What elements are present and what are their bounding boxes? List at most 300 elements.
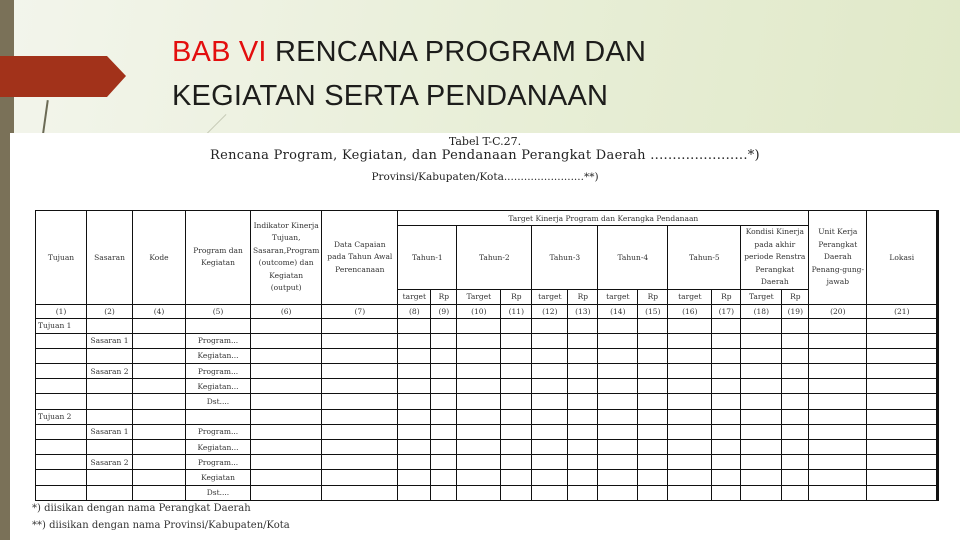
table-cell xyxy=(431,364,457,379)
table-cell xyxy=(431,485,457,500)
table-cell xyxy=(398,379,431,394)
table-cell xyxy=(532,348,568,363)
table-cell xyxy=(532,440,568,455)
table-cell xyxy=(133,485,186,500)
cell-program: Kegiatan xyxy=(186,470,251,485)
sub-header: Rp xyxy=(431,289,457,304)
cell-tujuan xyxy=(36,379,87,394)
header-lokasi: Lokasi xyxy=(867,211,938,305)
table-cell xyxy=(598,470,638,485)
table-cell xyxy=(501,455,532,470)
table-cell xyxy=(638,440,668,455)
table-cell xyxy=(431,455,457,470)
table-cell xyxy=(782,394,809,409)
table-cell xyxy=(638,364,668,379)
cell-tujuan xyxy=(36,470,87,485)
table-row xyxy=(36,394,938,409)
table-cell xyxy=(501,470,532,485)
table-cell xyxy=(598,364,638,379)
table-cell xyxy=(867,409,938,424)
table-cell xyxy=(322,409,398,424)
table-cell xyxy=(501,409,532,424)
table-cell xyxy=(568,470,598,485)
table-cell xyxy=(398,409,431,424)
table-cell xyxy=(322,348,398,363)
table-cell xyxy=(532,394,568,409)
table-cell xyxy=(457,485,501,500)
table-cell xyxy=(457,379,501,394)
program-table xyxy=(35,210,939,501)
table-cell xyxy=(712,455,741,470)
table-cell xyxy=(867,348,938,363)
table-cell xyxy=(741,409,782,424)
cell-sasaran: Sasaran 1 xyxy=(87,424,133,439)
column-number: (6) xyxy=(251,304,322,318)
table-row xyxy=(36,348,938,363)
table-cell xyxy=(638,424,668,439)
column-number: (10) xyxy=(457,304,501,318)
table-cell xyxy=(638,318,668,333)
footnote-1: *) diisikan dengan nama Perangkat Daerah xyxy=(32,503,251,514)
table-cell xyxy=(322,318,398,333)
column-number: (5) xyxy=(186,304,251,318)
table-cell xyxy=(501,424,532,439)
table-cell xyxy=(501,364,532,379)
table-cell xyxy=(322,333,398,348)
table-cell xyxy=(809,379,867,394)
table-row xyxy=(36,424,938,439)
table-cell xyxy=(532,485,568,500)
table-cell xyxy=(501,440,532,455)
table-cell xyxy=(638,394,668,409)
cell-tujuan xyxy=(36,394,87,409)
cell-program: Program... xyxy=(186,333,251,348)
table-cell xyxy=(867,364,938,379)
table-cell xyxy=(668,455,712,470)
header-kode: Kode xyxy=(133,211,186,305)
table-cell xyxy=(782,485,809,500)
table-cell xyxy=(322,455,398,470)
column-number: (14) xyxy=(598,304,638,318)
table-cell xyxy=(712,333,741,348)
table-cell xyxy=(712,318,741,333)
table-cell xyxy=(741,364,782,379)
table-cell xyxy=(598,379,638,394)
table-cell xyxy=(867,440,938,455)
cell-sasaran xyxy=(87,440,133,455)
table-row xyxy=(36,379,938,394)
table-cell xyxy=(457,455,501,470)
table-cell xyxy=(568,318,598,333)
cell-program: Dst.... xyxy=(186,394,251,409)
table-cell xyxy=(251,424,322,439)
table-cell xyxy=(712,424,741,439)
table-cell xyxy=(741,318,782,333)
column-number: (9) xyxy=(431,304,457,318)
table-cell xyxy=(568,379,598,394)
column-number: (4) xyxy=(133,304,186,318)
header-tahun-1: Tahun-1 xyxy=(398,226,457,290)
table-cell xyxy=(782,318,809,333)
table-cell xyxy=(598,409,638,424)
cell-program: Program... xyxy=(186,455,251,470)
cell-tujuan xyxy=(36,455,87,470)
table-cell xyxy=(782,333,809,348)
table-cell xyxy=(668,364,712,379)
table-cell xyxy=(133,333,186,348)
table-cell xyxy=(322,424,398,439)
column-number: (1) xyxy=(36,304,87,318)
table-cell xyxy=(133,364,186,379)
table-cell xyxy=(712,470,741,485)
cell-sasaran xyxy=(87,394,133,409)
table-cell xyxy=(568,455,598,470)
table-cell xyxy=(867,318,938,333)
header-data-capaian: Data Capaian pada Tahun Awal Perencanaan xyxy=(322,211,398,305)
title-line-2: KEGIATAN SERTA PENDANAAN xyxy=(172,80,609,112)
table-cell xyxy=(712,409,741,424)
header-tahun-4: Tahun-4 xyxy=(598,226,668,290)
table-cell xyxy=(398,485,431,500)
table-cell xyxy=(457,364,501,379)
arrow-shape-decoration xyxy=(0,56,126,97)
table-cell xyxy=(598,348,638,363)
table-cell xyxy=(668,485,712,500)
table-cell xyxy=(251,485,322,500)
table-cell xyxy=(809,470,867,485)
header-target-group: Target Kinerja Program dan Kerangka Pendanaan xyxy=(398,211,809,226)
table-cell xyxy=(782,470,809,485)
table-cell xyxy=(782,364,809,379)
table-cell xyxy=(251,394,322,409)
cell-tujuan xyxy=(36,440,87,455)
cell-tujuan: Tujuan 2 xyxy=(36,409,87,424)
table-cell xyxy=(501,394,532,409)
sub-header: Rp xyxy=(638,289,668,304)
table-row xyxy=(36,440,938,455)
table-cell xyxy=(251,455,322,470)
header-unit-kerja: Unit Kerja Perangkat Daerah Penang-gung-jawab xyxy=(809,211,867,305)
table-cell xyxy=(457,424,501,439)
table-cell xyxy=(741,424,782,439)
table-cell xyxy=(568,409,598,424)
cell-program xyxy=(186,409,251,424)
table-cell xyxy=(741,379,782,394)
table-cell xyxy=(782,409,809,424)
table-cell xyxy=(457,394,501,409)
footnote-2: **) diisikan dengan nama Provinsi/Kabupaten/Kota xyxy=(32,520,290,531)
table-cell xyxy=(398,470,431,485)
table-cell xyxy=(568,424,598,439)
table-cell xyxy=(598,333,638,348)
cell-tujuan xyxy=(36,333,87,348)
table-cell xyxy=(457,409,501,424)
table-cell xyxy=(668,318,712,333)
table-cell xyxy=(133,440,186,455)
table-cell xyxy=(133,409,186,424)
table-cell xyxy=(457,333,501,348)
table-cell xyxy=(251,318,322,333)
table-cell xyxy=(867,455,938,470)
table-cell xyxy=(809,318,867,333)
table-cell xyxy=(712,348,741,363)
column-number: (7) xyxy=(322,304,398,318)
sub-header: Rp xyxy=(712,289,741,304)
title-line-1 xyxy=(172,30,646,74)
column-number: (2) xyxy=(87,304,133,318)
sub-header: Target xyxy=(741,289,782,304)
table-cell xyxy=(712,394,741,409)
table-cell xyxy=(782,379,809,394)
table-cell xyxy=(782,424,809,439)
column-number: (12) xyxy=(532,304,568,318)
sub-header: target xyxy=(398,289,431,304)
table-cell xyxy=(322,379,398,394)
table-cell xyxy=(532,318,568,333)
sub-header: target xyxy=(668,289,712,304)
table-cell xyxy=(133,455,186,470)
table-subtitle: Provinsi/Kabupaten/Kota........................**) xyxy=(371,171,599,183)
table-cell xyxy=(532,470,568,485)
table-cell xyxy=(568,485,598,500)
slide-title xyxy=(172,30,646,118)
table-cell xyxy=(668,409,712,424)
table-cell xyxy=(668,424,712,439)
table-cell xyxy=(431,424,457,439)
sub-header: Rp xyxy=(782,289,809,304)
table-cell xyxy=(809,485,867,500)
table-cell xyxy=(398,394,431,409)
table-cell xyxy=(251,333,322,348)
table-cell xyxy=(668,379,712,394)
cell-program xyxy=(186,318,251,333)
table-cell xyxy=(741,455,782,470)
cell-program: Program... xyxy=(186,424,251,439)
table-cell xyxy=(598,485,638,500)
table-cell xyxy=(809,333,867,348)
table-number: Tabel T-C.27. xyxy=(448,135,522,148)
title-prefix: BAB VI xyxy=(172,36,267,68)
cell-tujuan xyxy=(36,364,87,379)
table-cell xyxy=(638,485,668,500)
table-cell xyxy=(782,348,809,363)
table-cell xyxy=(251,364,322,379)
table-cell xyxy=(501,348,532,363)
table-cell xyxy=(598,424,638,439)
table-cell xyxy=(133,470,186,485)
column-number: (8) xyxy=(398,304,431,318)
table-cell xyxy=(431,333,457,348)
column-number-row xyxy=(36,304,938,318)
table-row xyxy=(36,318,938,333)
table-cell xyxy=(867,485,938,500)
table-cell xyxy=(431,318,457,333)
column-number: (16) xyxy=(668,304,712,318)
cell-sasaran xyxy=(87,318,133,333)
table-cell xyxy=(568,348,598,363)
cell-program: Kegiatan... xyxy=(186,440,251,455)
header-indikator: Indikator Kinerja Tujuan, Sasaran,Program (outcome) dan Kegiatan (output) xyxy=(251,211,322,305)
table-cell xyxy=(322,485,398,500)
cell-sasaran xyxy=(87,470,133,485)
table-cell xyxy=(668,440,712,455)
table-cell xyxy=(398,364,431,379)
cell-sasaran xyxy=(87,348,133,363)
table-title: Rencana Program, Kegiatan, dan Pendanaan Perangkat Daerah ......................*) xyxy=(210,148,760,163)
table-cell xyxy=(251,470,322,485)
table-cell xyxy=(457,440,501,455)
table-cell xyxy=(501,485,532,500)
table-cell xyxy=(668,470,712,485)
table-row xyxy=(36,333,938,348)
column-number: (11) xyxy=(501,304,532,318)
header-kondisi: Kondisi Kinerja pada akhir periode Renstra Perangkat Daerah xyxy=(741,226,809,290)
title-rest: RENCANA PROGRAM DAN xyxy=(274,36,647,68)
sub-header: Rp xyxy=(568,289,598,304)
table-cell xyxy=(398,455,431,470)
table-cell xyxy=(457,470,501,485)
cell-tujuan xyxy=(36,424,87,439)
table-cell xyxy=(867,394,938,409)
table-cell xyxy=(532,379,568,394)
table-cell xyxy=(809,440,867,455)
table-cell xyxy=(251,409,322,424)
table-cell xyxy=(741,348,782,363)
table-cell xyxy=(532,409,568,424)
column-number: (17) xyxy=(712,304,741,318)
cell-sasaran: Sasaran 1 xyxy=(87,333,133,348)
table-row xyxy=(36,364,938,379)
table-cell xyxy=(322,470,398,485)
header-tujuan: Tujuan xyxy=(36,211,87,305)
table-cell xyxy=(251,440,322,455)
table-cell xyxy=(741,394,782,409)
table-cell xyxy=(398,333,431,348)
table-cell xyxy=(598,455,638,470)
table-cell xyxy=(568,394,598,409)
table-cell xyxy=(133,394,186,409)
table-cell xyxy=(867,470,938,485)
table-row xyxy=(36,409,938,424)
header-sasaran: Sasaran xyxy=(87,211,133,305)
column-number: (13) xyxy=(568,304,598,318)
column-number: (20) xyxy=(809,304,867,318)
sub-header: Rp xyxy=(501,289,532,304)
table-row xyxy=(36,455,938,470)
cell-tujuan xyxy=(36,348,87,363)
cell-sasaran xyxy=(87,379,133,394)
table-cell xyxy=(532,455,568,470)
table-cell xyxy=(322,394,398,409)
table-cell xyxy=(712,485,741,500)
table-cell xyxy=(501,318,532,333)
table-cell xyxy=(532,333,568,348)
table-row xyxy=(36,470,938,485)
table-cell xyxy=(532,364,568,379)
table-cell xyxy=(133,424,186,439)
table-cell xyxy=(251,348,322,363)
table-cell xyxy=(598,318,638,333)
table-cell xyxy=(251,379,322,394)
table-cell xyxy=(398,318,431,333)
table-cell xyxy=(568,440,598,455)
table-cell xyxy=(322,364,398,379)
table-cell xyxy=(598,440,638,455)
sub-header: Target xyxy=(457,289,501,304)
table-cell xyxy=(133,318,186,333)
cell-sasaran xyxy=(87,409,133,424)
cell-tujuan xyxy=(36,485,87,500)
cell-tujuan: Tujuan 1 xyxy=(36,318,87,333)
table-cell xyxy=(809,364,867,379)
table-cell xyxy=(431,409,457,424)
table-cell xyxy=(501,333,532,348)
table-cell xyxy=(638,333,668,348)
table-cell xyxy=(809,424,867,439)
table-cell xyxy=(782,440,809,455)
sub-header: target xyxy=(598,289,638,304)
table-cell xyxy=(867,424,938,439)
table-cell xyxy=(712,379,741,394)
table-cell xyxy=(398,440,431,455)
table-cell xyxy=(431,470,457,485)
table-cell xyxy=(712,364,741,379)
cell-program: Program... xyxy=(186,364,251,379)
column-number: (21) xyxy=(867,304,938,318)
table-cell xyxy=(638,379,668,394)
table-cell xyxy=(431,379,457,394)
table-cell xyxy=(638,409,668,424)
table-cell xyxy=(809,348,867,363)
header-tahun-2: Tahun-2 xyxy=(457,226,532,290)
table-cell xyxy=(598,394,638,409)
header-program: Program dan Kegiatan xyxy=(186,211,251,305)
table-cell xyxy=(809,409,867,424)
header-tahun-3: Tahun-3 xyxy=(532,226,598,290)
cell-sasaran: Sasaran 2 xyxy=(87,455,133,470)
table-cell xyxy=(638,455,668,470)
table-cell xyxy=(398,424,431,439)
table-cell xyxy=(398,348,431,363)
table-cell xyxy=(809,455,867,470)
table-cell xyxy=(741,470,782,485)
table-cell xyxy=(568,364,598,379)
table-cell xyxy=(457,318,501,333)
table-cell xyxy=(668,394,712,409)
table-cell xyxy=(638,470,668,485)
document-image xyxy=(10,133,960,540)
table-cell xyxy=(741,440,782,455)
table-cell xyxy=(741,485,782,500)
table-cell xyxy=(668,333,712,348)
table-cell xyxy=(431,394,457,409)
table-cell xyxy=(782,455,809,470)
table-cell xyxy=(568,333,598,348)
cell-program: Dst.... xyxy=(186,485,251,500)
table-cell xyxy=(431,440,457,455)
cell-program: Kegiatan... xyxy=(186,348,251,363)
table-cell xyxy=(809,394,867,409)
table-cell xyxy=(133,348,186,363)
table-cell xyxy=(867,379,938,394)
table-cell xyxy=(457,348,501,363)
sub-header: target xyxy=(532,289,568,304)
table-cell xyxy=(867,333,938,348)
table-cell xyxy=(431,348,457,363)
column-number: (19) xyxy=(782,304,809,318)
cell-sasaran xyxy=(87,485,133,500)
table-cell xyxy=(741,333,782,348)
